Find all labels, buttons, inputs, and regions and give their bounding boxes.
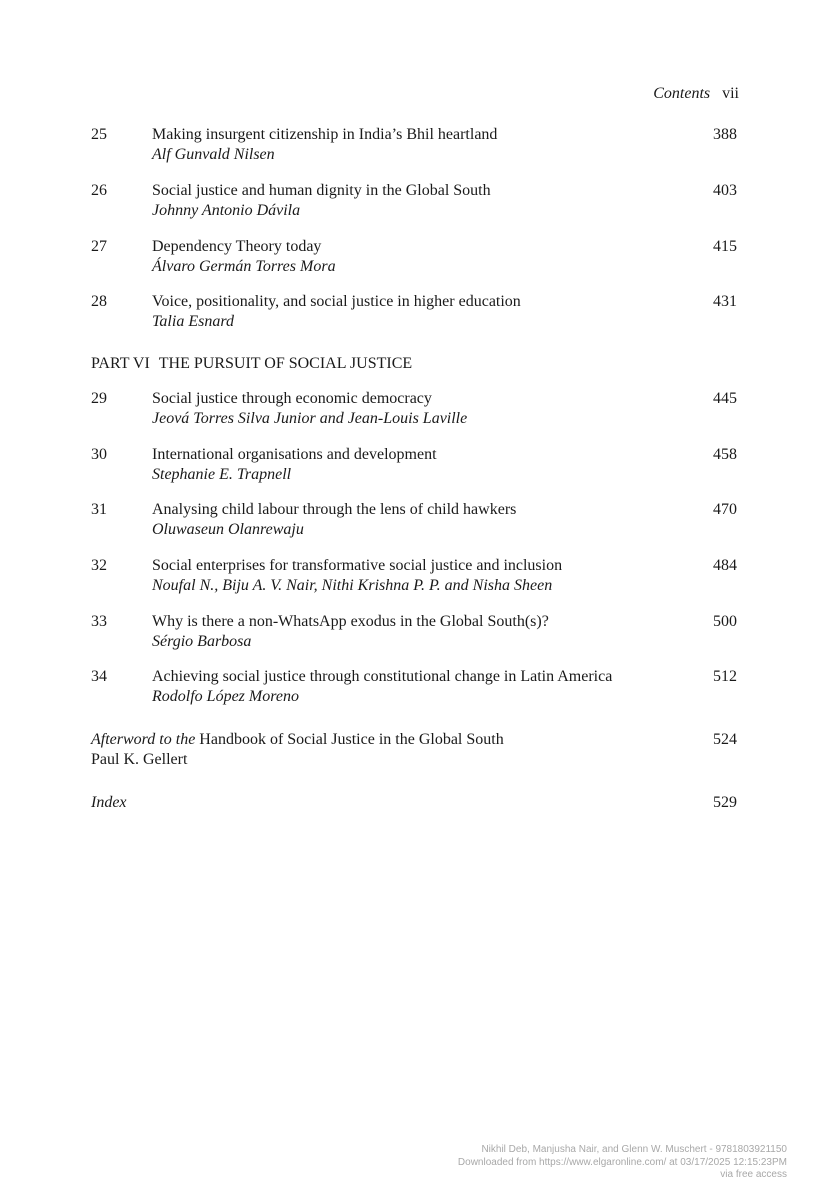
chapter-number: 28 xyxy=(91,293,107,310)
part-heading xyxy=(91,354,412,374)
chapter-number: 26 xyxy=(91,182,107,199)
chapter-number: 25 xyxy=(91,126,107,143)
chapter-page: 403 xyxy=(713,182,737,199)
afterword-title-rest: Handbook of Social Justice in the Global South xyxy=(199,731,504,748)
chapter-title: Social justice and human dignity in the Global South xyxy=(152,182,491,199)
chapter-title: International organisations and development xyxy=(152,446,437,463)
index-label-text: Index xyxy=(91,794,127,811)
running-head-page: vii xyxy=(722,85,739,102)
chapter-title: Voice, positionality, and social justice in higher education xyxy=(152,293,521,310)
footer-line-access: via free access xyxy=(720,1169,787,1180)
chapter-author: Oluwaseun Olanrewaju xyxy=(152,521,304,538)
chapter-title: Analysing child labour through the lens of child hawkers xyxy=(152,501,517,518)
afterword-author: Paul K. Gellert xyxy=(91,751,188,768)
chapter-title: Making insurgent citizenship in India’s Bhil heartland xyxy=(152,126,498,143)
chapter-number: 27 xyxy=(91,238,107,255)
chapter-author: Álvaro Germán Torres Mora xyxy=(152,258,336,275)
chapter-page: 458 xyxy=(713,446,737,463)
running-head-label: Contents xyxy=(653,85,711,102)
running-head xyxy=(653,84,739,104)
chapter-page: 431 xyxy=(713,293,737,310)
chapter-page: 512 xyxy=(713,668,737,685)
chapter-page: 500 xyxy=(713,613,737,630)
chapter-page: 470 xyxy=(713,501,737,518)
chapter-number: 34 xyxy=(91,668,107,685)
chapter-author: Jeová Torres Silva Junior and Jean-Louis Laville xyxy=(152,410,468,427)
footer-line-authors: Nikhil Deb, Manjusha Nair, and Glenn W. Muschert - 9781803921150 xyxy=(481,1144,787,1155)
chapter-title: Social justice through economic democracy xyxy=(152,390,432,407)
afterword-page: 524 xyxy=(713,731,737,748)
chapter-author: Alf Gunvald Nilsen xyxy=(152,146,275,163)
index-label xyxy=(91,793,127,813)
chapter-author: Noufal N., Biju A. V. Nair, Nithi Krishna P. P. and Nisha Sheen xyxy=(152,577,553,594)
chapter-number: 31 xyxy=(91,501,107,518)
part-label: PART VI xyxy=(91,355,150,372)
footer-line-download: Downloaded from https://www.elgaronline.com/ at 03/17/2025 12:15:23PM xyxy=(457,1156,787,1168)
chapter-page: 388 xyxy=(713,126,737,143)
chapter-title: Why is there a non-WhatsApp exodus in the Global South(s)? xyxy=(152,613,549,630)
chapter-number: 29 xyxy=(91,390,107,407)
index-page: 529 xyxy=(713,794,737,811)
afterword-title-prefix: Afterword to the xyxy=(91,731,196,748)
chapter-title: Dependency Theory today xyxy=(152,238,322,255)
chapter-title: Achieving social justice through constitutional change in Latin America xyxy=(152,668,613,685)
chapter-page: 445 xyxy=(713,390,737,407)
afterword-title xyxy=(91,730,504,750)
part-title: THE PURSUIT OF SOCIAL JUSTICE xyxy=(158,355,413,372)
chapter-title: Social enterprises for transformative social justice and inclusion xyxy=(152,557,563,574)
chapter-page: 415 xyxy=(713,238,737,255)
chapter-author: Rodolfo López Moreno xyxy=(152,688,299,705)
chapter-number: 30 xyxy=(91,446,107,463)
chapter-page: 484 xyxy=(713,557,737,574)
chapter-author: Talia Esnard xyxy=(152,313,234,330)
chapter-author: Stephanie E. Trapnell xyxy=(152,466,292,483)
chapter-author: Sérgio Barbosa xyxy=(152,633,252,650)
chapter-author: Johnny Antonio Dávila xyxy=(152,202,301,219)
chapter-number: 33 xyxy=(91,613,107,630)
chapter-number: 32 xyxy=(91,557,107,574)
download-footer xyxy=(458,1144,787,1182)
